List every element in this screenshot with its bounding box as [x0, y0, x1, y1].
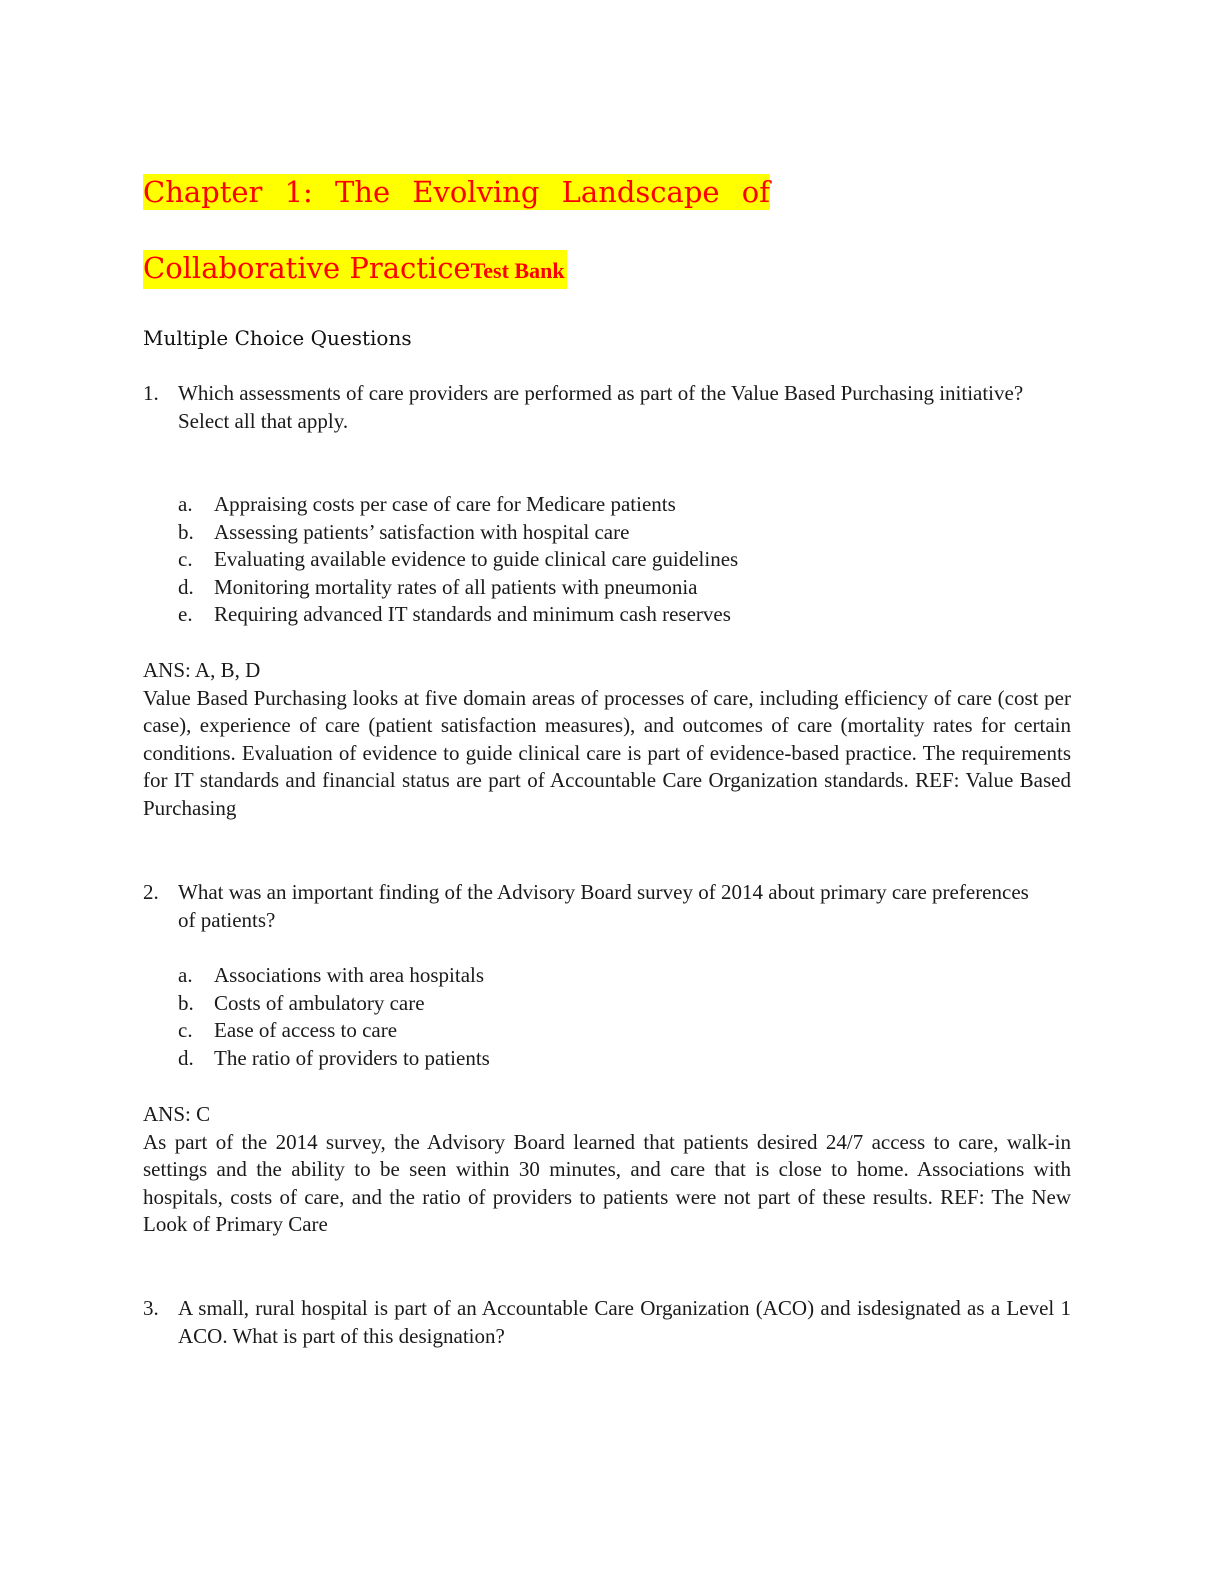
- question-1: [143, 380, 1071, 435]
- option-item: [178, 519, 1058, 547]
- option-text: Appraising costs per case of care for Medicare patients: [214, 492, 676, 516]
- question-number: 1.: [143, 381, 159, 405]
- section-heading: Multiple Choice Questions: [143, 326, 412, 350]
- question-text: What was an important finding of the Advisory Board survey of 2014 about primary care preferences of patients?: [178, 880, 1029, 932]
- chapter-title-line-1: [143, 174, 770, 210]
- answer-rationale: Value Based Purchasing looks at five domain areas of processes of care, including efficiency of care (cost per case), experience of care (patient satisfaction measures), and outcomes of care (mortality rates for certain conditions. Evaluation of evidence to guide clinical care is part of evidence-based practice. The requirements for IT standards and financial status are part of Accountable Care Organization standards. REF: Value Based Purchasing: [143, 685, 1071, 820]
- option-letter: e.: [178, 602, 193, 626]
- answer-block-1: [143, 657, 1071, 822]
- option-letter: d.: [178, 574, 194, 599]
- option-text: Associations with area hospitals: [214, 963, 485, 987]
- option-text: Costs of ambulatory care: [214, 990, 425, 1015]
- title-word: Landscape: [561, 175, 720, 209]
- chapter-title-line-2: [143, 250, 567, 289]
- question-instruction: Select all that apply.: [178, 408, 349, 433]
- option-text: Ease of access to care: [214, 1018, 398, 1042]
- question-text: A small, rural hospital is part of an Accountable Care Organization (ACO) and isdesignated as a Level 1 ACO. What is part of this designation?: [178, 1296, 1071, 1348]
- question-text: Which assessments of care providers are performed as part of the Value Based Purchasing initiative?: [178, 381, 1024, 405]
- title-main: Collaborative Practice: [143, 251, 471, 285]
- option-item: [178, 491, 1058, 519]
- title-word: of: [741, 175, 770, 209]
- answer-block-2: [143, 1101, 1071, 1239]
- title-word: Evolving: [412, 175, 540, 209]
- option-letter: c.: [178, 547, 193, 571]
- option-letter: c.: [178, 1018, 193, 1042]
- option-item: [178, 1017, 1058, 1045]
- option-item: [178, 546, 1058, 574]
- option-item: [178, 962, 1058, 990]
- option-text: Evaluating available evidence to guide clinical care guidelines: [214, 547, 739, 571]
- option-text: Requiring advanced IT standards and minimum cash reserves: [214, 602, 731, 626]
- question-3: [143, 1295, 1071, 1350]
- option-text: The ratio of providers to patients: [214, 1045, 490, 1070]
- title-subtitle: Test Bank: [470, 258, 565, 283]
- option-text: Assessing patients’ satisfaction with hospital care: [214, 519, 630, 544]
- question-1-options: [178, 491, 1058, 629]
- title-word: The: [334, 175, 391, 209]
- option-item: [178, 574, 1058, 602]
- option-letter: d.: [178, 1045, 194, 1070]
- question-number: 3.: [143, 1296, 159, 1320]
- answer-rationale: As part of the 2014 survey, the Advisory Board learned that patients desired 24/7 access to care, walk-in settings and the ability to be seen within 30 minutes, and care that is close to home. Associations with hospitals, costs of care, and the ratio of providers to patients were not part of these results. REF: The New Look of Primary Care: [143, 1129, 1071, 1236]
- option-item: [178, 990, 1058, 1018]
- question-2-options: [178, 962, 1058, 1072]
- option-letter: b.: [178, 519, 194, 544]
- option-letter: b.: [178, 990, 194, 1015]
- answer-key: ANS: A, B, D: [143, 658, 261, 682]
- answer-key: ANS: C: [143, 1102, 211, 1126]
- title-word: Chapter: [143, 175, 263, 209]
- question-2: [143, 879, 1071, 934]
- title-word: 1:: [284, 175, 313, 209]
- option-letter: a.: [178, 963, 193, 987]
- option-text: Monitoring mortality rates of all patients with pneumonia: [214, 574, 698, 599]
- option-letter: a.: [178, 492, 193, 516]
- option-item: [178, 601, 1058, 629]
- option-item: [178, 1045, 1058, 1073]
- question-number: 2.: [143, 880, 159, 904]
